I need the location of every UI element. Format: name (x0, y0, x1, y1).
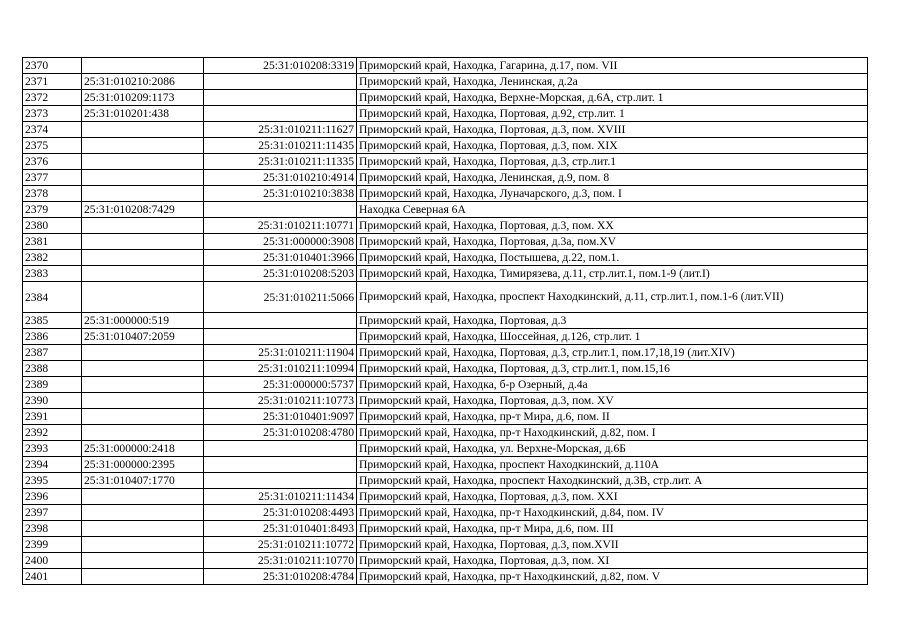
premises-cadastral-number-cell: 25:31:010210:3838 (204, 186, 357, 202)
premises-cadastral-number-cell (204, 441, 357, 457)
cadastral-number-cell: 25:31:000000:519 (82, 313, 204, 329)
address-cell: Приморский край, Находка, Постышева, д.22, пом.1. (357, 250, 868, 266)
cadastral-number-cell (82, 186, 204, 202)
address-cell: Приморский край, Находка, Портовая, д.3, пом.XVII (357, 537, 868, 553)
row-number-cell: 2376 (23, 154, 82, 170)
table-row (23, 345, 868, 361)
address-cell: Приморский край, Находка, пр-т Мира, д.6, пом. II (357, 409, 868, 425)
cadastral-number-cell (82, 393, 204, 409)
cadastral-number-cell (82, 122, 204, 138)
address-cell: Приморский край, Находка, пр-т Мира, д.6, пом. III (357, 521, 868, 537)
premises-cadastral-number-cell (204, 74, 357, 90)
cadastral-number-cell (82, 489, 204, 505)
table-row (23, 441, 868, 457)
address-cell: Приморский край, Находка, Шоссейная, д.126, стр.лит. 1 (357, 329, 868, 345)
row-number-cell: 2375 (23, 138, 82, 154)
row-number-cell: 2396 (23, 489, 82, 505)
row-number-cell: 2394 (23, 457, 82, 473)
cadastral-number-cell (82, 553, 204, 569)
address-cell: Приморский край, Находка, Верхне-Морская, д.6А, стр.лит. 1 (357, 90, 868, 106)
row-number-cell: 2385 (23, 313, 82, 329)
table-row (23, 266, 868, 282)
table-row (23, 521, 868, 537)
address-cell: Приморский край, Находка, Портовая, д.3, пом. XIX (357, 138, 868, 154)
address-cell: Приморский край, Находка, пр-т Находкинский, д.84, пом. IV (357, 505, 868, 521)
row-number-cell: 2401 (23, 569, 82, 585)
row-number-cell: 2371 (23, 74, 82, 90)
row-number-cell: 2399 (23, 537, 82, 553)
row-number-cell: 2384 (23, 282, 82, 313)
address-cell: Приморский край, Находка, Портовая, д.92, стр.лит. 1 (357, 106, 868, 122)
address-cell: Приморский край, Находка, Тимирязева, д.11, стр.лит.1, пом.1-9 (лит.I) (357, 266, 868, 282)
table-row (23, 170, 868, 186)
premises-cadastral-number-cell (204, 313, 357, 329)
premises-cadastral-number-cell (204, 473, 357, 489)
address-cell: Приморский край, Находка, Ленинская, д.2а (357, 74, 868, 90)
table-row (23, 361, 868, 377)
address-cell: Приморский край, Находка, пр-т Находкинский, д.82, пом. I (357, 425, 868, 441)
address-cell: Приморский край, Находка, Ленинская, д.9, пом. 8 (357, 170, 868, 186)
cadastral-number-cell: 25:31:000000:2395 (82, 457, 204, 473)
cadastral-number-cell: 25:31:000000:2418 (82, 441, 204, 457)
table-row (23, 218, 868, 234)
table-row (23, 313, 868, 329)
row-number-cell: 2397 (23, 505, 82, 521)
table-row (23, 393, 868, 409)
row-number-cell: 2374 (23, 122, 82, 138)
premises-cadastral-number-cell: 25:31:010208:4780 (204, 425, 357, 441)
address-cell: Приморский край, Находка, Портовая, д.3, пом. XXI (357, 489, 868, 505)
table-row (23, 409, 868, 425)
table-row (23, 282, 868, 313)
row-number-cell: 2391 (23, 409, 82, 425)
address-cell: Приморский край, Находка, Портовая, д.3а, пом.XV (357, 234, 868, 250)
premises-cadastral-number-cell: 25:31:010208:5203 (204, 266, 357, 282)
address-cell: Приморский край, Находка, Луначарского, д.3, пом. I (357, 186, 868, 202)
premises-cadastral-number-cell: 25:31:010401:3966 (204, 250, 357, 266)
table-row (23, 553, 868, 569)
premises-cadastral-number-cell: 25:31:010211:10771 (204, 218, 357, 234)
cadastral-number-cell (82, 361, 204, 377)
address-cell: Приморский край, Находка, б-р Озерный, д.4а (357, 377, 868, 393)
table-row (23, 106, 868, 122)
table-row (23, 425, 868, 441)
table-row (23, 489, 868, 505)
address-cell: Приморский край, Находка, проспект Находкинский, д.110А (357, 457, 868, 473)
premises-cadastral-number-cell: 25:31:010210:4914 (204, 170, 357, 186)
premises-cadastral-number-cell (204, 202, 357, 218)
row-number-cell: 2378 (23, 186, 82, 202)
cadastral-number-cell (82, 282, 204, 313)
row-number-cell: 2386 (23, 329, 82, 345)
row-number-cell: 2370 (23, 58, 82, 74)
address-cell: Приморский край, Находка, ул. Верхне-Морская, д.6Б (357, 441, 868, 457)
row-number-cell: 2383 (23, 266, 82, 282)
premises-cadastral-number-cell: 25:31:010208:4493 (204, 505, 357, 521)
address-cell: Приморский край, Находка, проспект Находкинский, д.11, стр.лит.1, пом.1-6 (лит.VII) (357, 282, 868, 313)
table-row (23, 58, 868, 74)
cadastral-number-cell: 25:31:010208:7429 (82, 202, 204, 218)
premises-cadastral-number-cell: 25:31:010211:11434 (204, 489, 357, 505)
table-row (23, 138, 868, 154)
row-number-cell: 2390 (23, 393, 82, 409)
cadastral-number-cell (82, 266, 204, 282)
address-cell: Приморский край, Находка, Портовая, д.3, пом. XVIII (357, 122, 868, 138)
table-row (23, 90, 868, 106)
cadastral-number-cell (82, 345, 204, 361)
cadastral-number-cell (82, 218, 204, 234)
row-number-cell: 2380 (23, 218, 82, 234)
premises-cadastral-number-cell: 25:31:010401:9097 (204, 409, 357, 425)
premises-cadastral-number-cell: 25:31:010211:11627 (204, 122, 357, 138)
cadastral-number-cell (82, 154, 204, 170)
premises-cadastral-number-cell: 25:31:000000:5737 (204, 377, 357, 393)
row-number-cell: 2381 (23, 234, 82, 250)
premises-cadastral-number-cell: 25:31:010211:5066 (204, 282, 357, 313)
address-cell: Приморский край, Находка, пр-т Находкинский, д.82, пом. V (357, 569, 868, 585)
premises-cadastral-number-cell: 25:31:010208:3319 (204, 58, 357, 74)
address-cell: Приморский край, Находка, Портовая, д.3, пом. XX (357, 218, 868, 234)
row-number-cell: 2387 (23, 345, 82, 361)
table-row (23, 505, 868, 521)
table-row (23, 154, 868, 170)
table-row (23, 74, 868, 90)
cadastral-number-cell (82, 170, 204, 186)
property-register-table (22, 57, 868, 585)
premises-cadastral-number-cell (204, 90, 357, 106)
premises-cadastral-number-cell: 25:31:010208:4784 (204, 569, 357, 585)
table-row (23, 457, 868, 473)
register-table-body (23, 58, 868, 585)
row-number-cell: 2389 (23, 377, 82, 393)
row-number-cell: 2398 (23, 521, 82, 537)
cadastral-number-cell (82, 377, 204, 393)
row-number-cell: 2400 (23, 553, 82, 569)
row-number-cell: 2372 (23, 90, 82, 106)
table-row (23, 202, 868, 218)
premises-cadastral-number-cell: 25:31:010401:8493 (204, 521, 357, 537)
cadastral-number-cell (82, 138, 204, 154)
table-row (23, 234, 868, 250)
cadastral-number-cell (82, 569, 204, 585)
cadastral-number-cell: 25:31:010209:1173 (82, 90, 204, 106)
table-row (23, 537, 868, 553)
premises-cadastral-number-cell (204, 329, 357, 345)
address-cell: Приморский край, Находка, Портовая, д.3, стр.лит.1, пом.15,16 (357, 361, 868, 377)
cadastral-number-cell: 25:31:010407:2059 (82, 329, 204, 345)
address-cell: Приморский край, Находка, Портовая, д.3, пом. XV (357, 393, 868, 409)
premises-cadastral-number-cell: 25:31:010211:10994 (204, 361, 357, 377)
premises-cadastral-number-cell: 25:31:010211:11904 (204, 345, 357, 361)
row-number-cell: 2377 (23, 170, 82, 186)
address-cell: Приморский край, Находка, Портовая, д.3, пом. XI (357, 553, 868, 569)
address-cell: Приморский край, Находка, Гагарина, д.17, пом. VII (357, 58, 868, 74)
premises-cadastral-number-cell: 25:31:010211:10772 (204, 537, 357, 553)
cadastral-number-cell: 25:31:010210:2086 (82, 74, 204, 90)
address-cell: Приморский край, Находка, Портовая, д.3, стр.лит.1, пом.17,18,19 (лит.XIV) (357, 345, 868, 361)
table-row (23, 250, 868, 266)
address-cell: Приморский край, Находка, Портовая, д.3 (357, 313, 868, 329)
cadastral-number-cell (82, 521, 204, 537)
row-number-cell: 2382 (23, 250, 82, 266)
cadastral-number-cell (82, 234, 204, 250)
premises-cadastral-number-cell: 25:31:010211:10773 (204, 393, 357, 409)
premises-cadastral-number-cell: 25:31:010211:11335 (204, 154, 357, 170)
row-number-cell: 2392 (23, 425, 82, 441)
cadastral-number-cell: 25:31:010201:438 (82, 106, 204, 122)
row-number-cell: 2379 (23, 202, 82, 218)
row-number-cell: 2393 (23, 441, 82, 457)
table-row (23, 186, 868, 202)
row-number-cell: 2395 (23, 473, 82, 489)
table-row (23, 569, 868, 585)
cadastral-number-cell: 25:31:010407:1770 (82, 473, 204, 489)
table-row (23, 473, 868, 489)
premises-cadastral-number-cell (204, 106, 357, 122)
address-cell: Приморский край, Находка, проспект Находкинский, д.3В, стр.лит. А (357, 473, 868, 489)
table-row (23, 329, 868, 345)
cadastral-number-cell (82, 425, 204, 441)
premises-cadastral-number-cell: 25:31:000000:3908 (204, 234, 357, 250)
table-row (23, 122, 868, 138)
cadastral-number-cell (82, 409, 204, 425)
address-cell: Находка Северная 6А (357, 202, 868, 218)
cadastral-number-cell (82, 505, 204, 521)
row-number-cell: 2388 (23, 361, 82, 377)
cadastral-number-cell (82, 58, 204, 74)
table-row (23, 377, 868, 393)
premises-cadastral-number-cell (204, 457, 357, 473)
premises-cadastral-number-cell: 25:31:010211:10770 (204, 553, 357, 569)
cadastral-number-cell (82, 250, 204, 266)
address-cell: Приморский край, Находка, Портовая, д.3, стр.лит.1 (357, 154, 868, 170)
row-number-cell: 2373 (23, 106, 82, 122)
premises-cadastral-number-cell: 25:31:010211:11435 (204, 138, 357, 154)
cadastral-number-cell (82, 537, 204, 553)
